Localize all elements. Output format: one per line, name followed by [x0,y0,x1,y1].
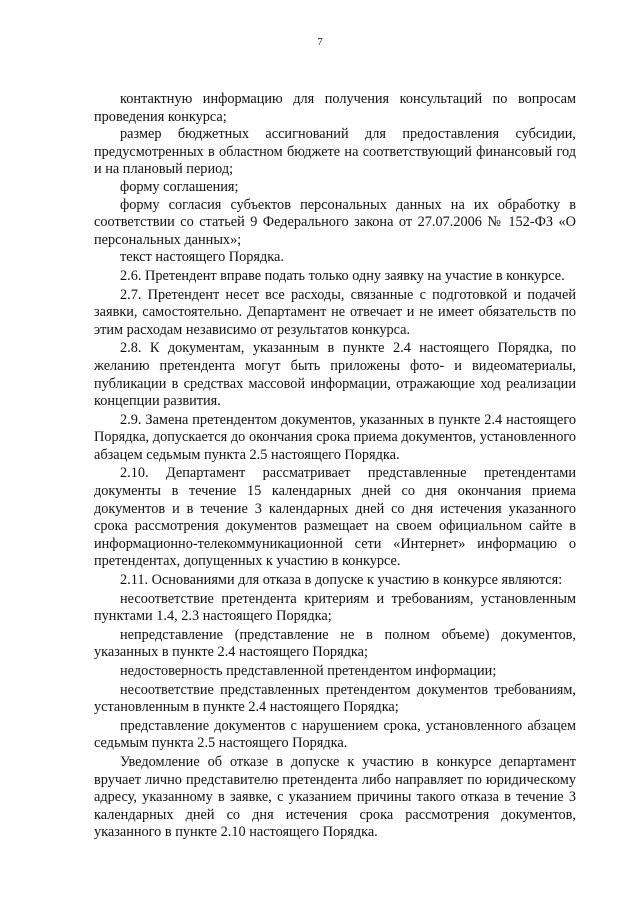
paragraph-late-submission: представление документов с нарушением срока, установленного абзацем седьмым пункта 2.5 настоящего Порядка. [94,717,576,752]
paragraph-2-9: 2.9. Замена претендентом документов, указанных в пункте 2.4 настоящего Порядка, допускается до окончания срока приема документов, установленного абзацем седьмым пункта 2.5 настоящего Порядка. [94,411,576,463]
paragraph-budget-size: размер бюджетных ассигнований для предоставления субсидии, предусмотренных в областном бюджете на соответствующий финансовый год и на плановый период; [94,126,576,178]
paragraph-unreliable-info: недостоверность представленной претендентом информации; [120,663,497,679]
paragraph-criteria-mismatch: несоответствие претендента критериям и требованиям, установленным пунктами 1.4, 2.3 настоящего Порядка; [94,590,576,625]
paragraph-2-8: 2.8. К документам, указанным в пункте 2.4 настоящего Порядка, по желанию претендента могут быть приложены фото- и видеоматериалы, публикации в средствах массовой информации, отражающие ход реализации концепции развития. [94,340,576,410]
document-body [94,91,576,842]
paragraph-consent-form: форму согласия субъектов персональных данных на их обработку в соответствии со статьей 9 Федерального закона от 27.07.2006 № 152-ФЗ «О персональных данных»; [94,196,576,248]
paragraph-2-10: 2.10. Департамент рассматривает представленные претендентами документы в течение 15 календарных дней со дня окончания приема документов и в течение 3 календарных дней со дня истечения указанного срока рассмотрения документов размещает на своем официальном сайте в информационно-телекоммуникационной сети «Интернет» информацию о претендентах, допущенных к участию в конкурсе. [94,465,576,570]
paragraph-2-6: 2.6. Претендент вправе подать только одну заявку на участие в конкурсе. [120,267,565,284]
paragraph-documents-missing: непредставление (представление не в полном объеме) документов, указанных в пункте 2.4 настоящего Порядка; [94,626,576,661]
paragraph-refusal-notice: Уведомление об отказе в допуске к участию в конкурсе департамент вручает лично представителю претендента либо направляет по юридическому адресу, указанному в заявке, с указанием причины такого отказа в течение 3 календарных дней со дня истечения срока рассмотрения документов, указанного в пункте 2.10 настоящего Порядка. [94,753,576,841]
paragraph-order-text: текст настоящего Порядка. [120,249,284,266]
page-number: 7 [317,36,323,48]
paragraph-2-11: 2.11. Основаниями для отказа в допуске к участию в конкурсе являются: [120,572,563,589]
paragraph-2-7: 2.7. Претендент несет все расходы, связанные с подготовкой и подачей заявки, самостоятельно. Департамент не отвечает и не имеет обязательств по этим расходам независимо от результатов конкурса. [94,286,576,338]
paragraph-requirements-mismatch: несоответствие представленных претендентом документов требованиям, установленным в пункте 2.4 настоящего Порядка; [94,681,576,716]
paragraph-contact-info: контактную информацию для получения консультаций по вопросам проведения конкурса; [94,91,576,125]
paragraph-agreement-form: форму соглашения; [120,178,239,195]
